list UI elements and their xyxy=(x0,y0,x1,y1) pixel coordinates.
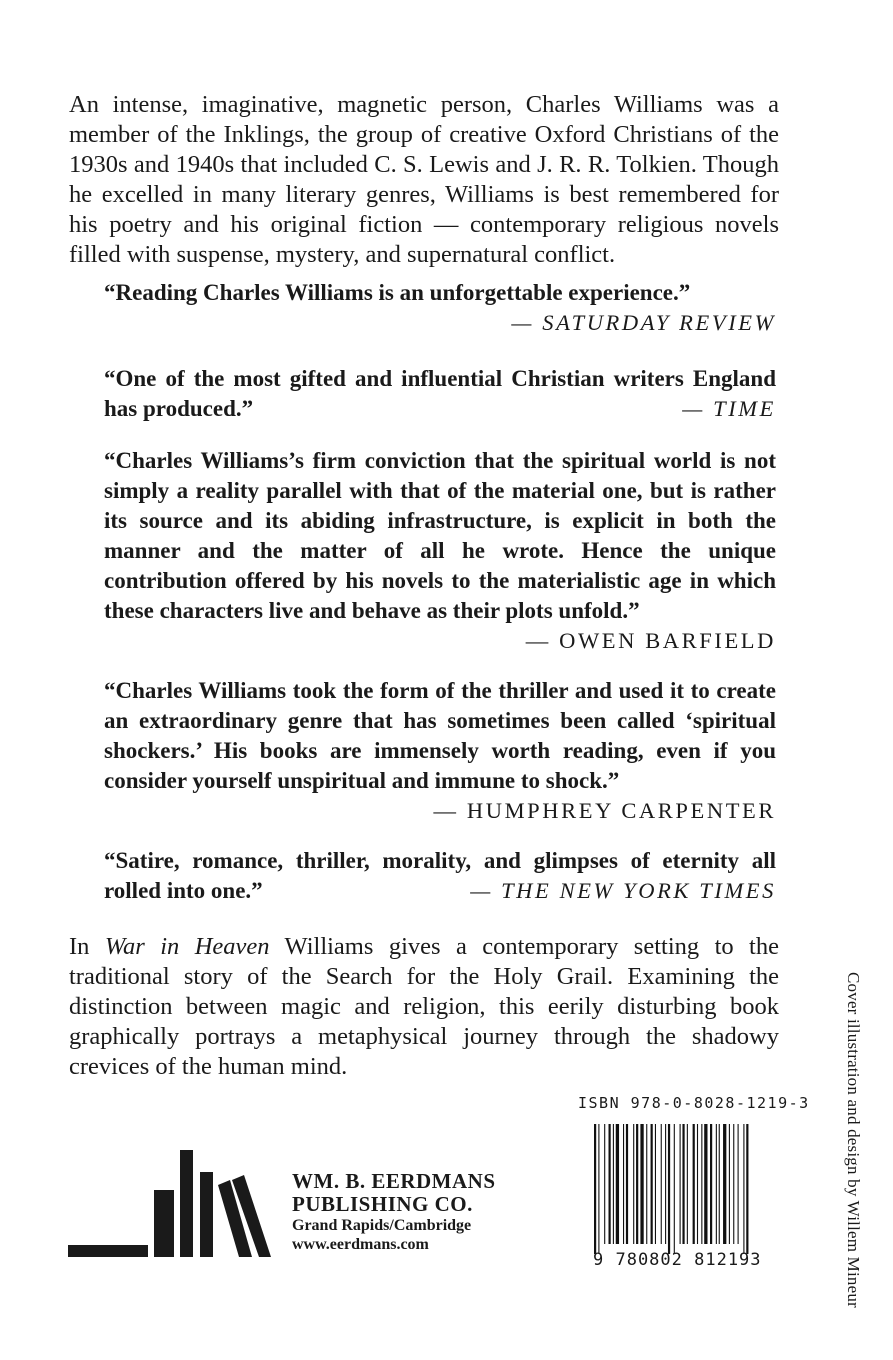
barcode-bar xyxy=(665,1124,666,1244)
quote-new-york-times xyxy=(104,846,776,906)
quote-source: — OWEN BARFIELD xyxy=(525,628,776,653)
quote-text: “Charles Williams’s firm conviction that the spiritual world is not simply a reality parallel with that of the material one, but is rather its source and its abiding infrastructure, is explicit in both the manner and the matter of all he wrote. Hence the unique contribution offered by his novels to the materialistic age in which these characters live and behave as their plots unfold.” xyxy=(104,448,776,623)
barcode-bar xyxy=(668,1124,670,1254)
quote-owen-barfield xyxy=(104,446,776,656)
barcode-bar xyxy=(613,1124,614,1244)
barcode-bar xyxy=(598,1124,599,1254)
quote-source: — TIME xyxy=(682,396,776,421)
barcode-bar xyxy=(723,1124,726,1244)
quote-saturday-review xyxy=(104,278,776,338)
barcode-bar xyxy=(623,1124,624,1244)
publisher-info xyxy=(292,1170,496,1254)
isbn-label: ISBN 978-0-8028-1219-3 xyxy=(578,1094,810,1112)
publisher-location: Grand Rapids/Cambridge xyxy=(292,1217,472,1234)
barcode-bar xyxy=(633,1124,634,1244)
barcode-bar xyxy=(710,1124,712,1244)
barcode-bar xyxy=(693,1124,695,1244)
barcode-bar xyxy=(651,1124,653,1244)
quote-source: — THE NEW YORK TIMES xyxy=(470,878,776,903)
quote-source: — HUMPHREY CARPENTER xyxy=(433,798,776,823)
barcode-bar xyxy=(738,1124,739,1244)
barcode-bar xyxy=(701,1124,702,1244)
quote-text: “One of the most gifted and influential Christian writers England has produced.” — TIME xyxy=(104,364,776,424)
barcode xyxy=(590,1124,790,1254)
publisher-logo-books-icon xyxy=(68,1150,278,1265)
barcode-bar xyxy=(704,1124,707,1244)
barcode-bar xyxy=(594,1124,596,1254)
synopsis-paragraph: In War in Heaven Williams gives a contemporary setting to the traditional story of the Search for the Holy Grail. Examining the distinction between magic and religion, this eerily disturbing book graphically portrays a metaphysical journey through the shadowy crevices of the human mind. xyxy=(69,933,779,1080)
barcode-bar xyxy=(729,1124,730,1244)
quote-source: — SATURDAY REVIEW xyxy=(511,310,776,335)
cover-credit: Cover illustration and design by Willem Mineur xyxy=(844,972,863,1308)
barcode-bar xyxy=(655,1124,656,1244)
barcode-bar xyxy=(719,1124,720,1244)
barcode-bar xyxy=(746,1124,748,1254)
book-title: War in Heaven xyxy=(104,933,270,960)
barcode-bar xyxy=(661,1124,662,1244)
barcode-bar xyxy=(636,1124,638,1244)
quote-text: “Reading Charles Williams is an unforgettable experience.” xyxy=(104,280,691,305)
quote-text: “Satire, romance, thriller, morality, and glimpses of eternity all rolled into one.” — THE NEW YORK TIMES xyxy=(104,846,776,906)
barcode-bar xyxy=(682,1124,684,1244)
publisher-name-line2: PUBLISHING CO. xyxy=(292,1192,473,1216)
barcode-bar xyxy=(604,1124,605,1244)
quote-time xyxy=(104,364,776,424)
barcode-bar xyxy=(743,1124,744,1254)
barcode-bar xyxy=(626,1124,628,1244)
barcode-bar xyxy=(616,1124,619,1244)
barcode-bar xyxy=(680,1124,681,1244)
barcode-number: 9 780802 812193 xyxy=(593,1250,762,1270)
publisher-website: www.eerdmans.com xyxy=(292,1236,429,1253)
barcode-bar xyxy=(674,1124,675,1254)
barcode-bar xyxy=(609,1124,611,1244)
publisher-name-line1: WM. B. EERDMANS xyxy=(292,1169,496,1193)
intro-paragraph: An intense, imaginative, magnetic person, Charles Williams was a member of the Inklings, the group of creative Oxford Christians of the 1930s and 1940s that included C. S. Lewis and J. R. R. Tolkien. Though he excelled in many literary genres, Williams is best remembered for his poetry and his original fiction — contemporary religious novels filled with suspense, mystery, and supernatural conflict. xyxy=(69,91,779,268)
barcode-bar xyxy=(646,1124,647,1244)
barcode-bar xyxy=(697,1124,698,1244)
barcode-bar xyxy=(716,1124,717,1244)
barcode-bar xyxy=(733,1124,734,1244)
quote-humphrey-carpenter xyxy=(104,676,776,826)
barcode-bar xyxy=(687,1124,688,1244)
quote-text: “Charles Williams took the form of the thriller and used it to create an extraordinary genre that has sometimes been called ‘spiritual shockers.’ His books are immensely worth reading, even if you consider yourself unspiritual and immune to shock.” xyxy=(104,678,776,793)
barcode-bar xyxy=(640,1124,643,1244)
